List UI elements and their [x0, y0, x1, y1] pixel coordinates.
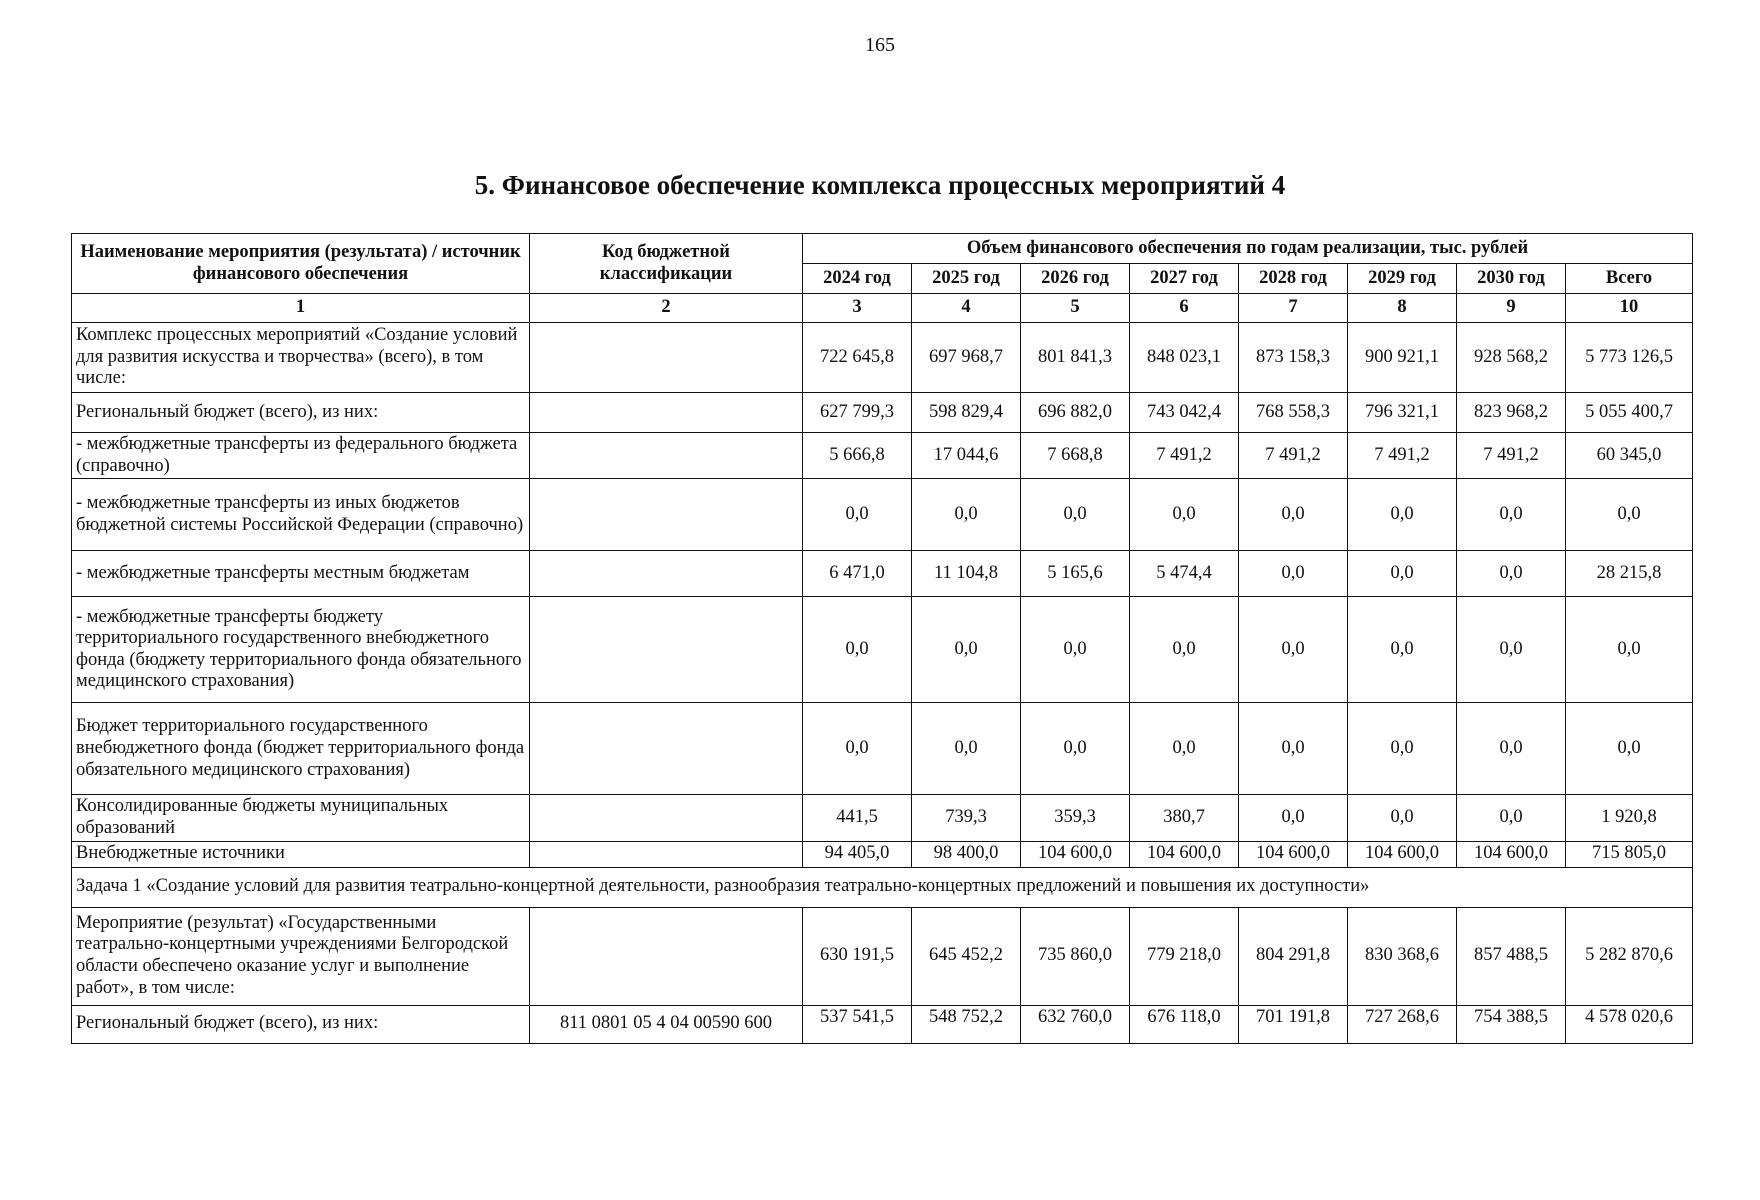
row-value: 928 568,2	[1457, 323, 1566, 393]
row-value: 0,0	[1348, 479, 1457, 551]
row-value: 754 388,5	[1457, 1005, 1566, 1043]
row-value: 0,0	[803, 479, 912, 551]
column-number: 8	[1348, 294, 1457, 323]
row-value: 0,0	[1457, 551, 1566, 597]
row-total: 5 282 870,6	[1566, 907, 1693, 1005]
table-row	[72, 323, 1693, 393]
row-total: 0,0	[1566, 597, 1693, 703]
row-value: 796 321,1	[1348, 393, 1457, 433]
row-value: 441,5	[803, 795, 912, 841]
row-value: 7 491,2	[1457, 433, 1566, 479]
row-total: 0,0	[1566, 703, 1693, 795]
table-row	[72, 1005, 1693, 1043]
row-value: 900 921,1	[1348, 323, 1457, 393]
table-row	[72, 597, 1693, 703]
header-year: 2024 год	[803, 264, 912, 294]
row-value: 359,3	[1021, 795, 1130, 841]
row-name: Внебюджетные источники	[72, 841, 530, 867]
column-number: 1	[72, 294, 530, 323]
row-value: 104 600,0	[1130, 841, 1239, 867]
header-year: 2025 год	[912, 264, 1021, 294]
row-value: 0,0	[803, 597, 912, 703]
row-value: 0,0	[1130, 479, 1239, 551]
row-value: 5 666,8	[803, 433, 912, 479]
column-number: 9	[1457, 294, 1566, 323]
row-name: Консолидированные бюджеты муниципальных образований	[72, 795, 530, 841]
row-value: 104 600,0	[1021, 841, 1130, 867]
row-name: Региональный бюджет (всего), из них:	[72, 393, 530, 433]
row-value: 0,0	[1130, 597, 1239, 703]
row-code: 811 0801 05 4 04 00590 600	[530, 1005, 803, 1043]
row-value: 0,0	[1457, 479, 1566, 551]
table-row	[72, 841, 1693, 867]
row-value: 727 268,6	[1348, 1005, 1457, 1043]
row-value: 0,0	[1130, 703, 1239, 795]
row-name: - межбюджетные трансферты местным бюджетам	[72, 551, 530, 597]
header-volume: Объем финансового обеспечения по годам реализации, тыс. рублей	[803, 234, 1693, 264]
row-value: 743 042,4	[1130, 393, 1239, 433]
row-value: 632 760,0	[1021, 1005, 1130, 1043]
row-value: 848 023,1	[1130, 323, 1239, 393]
row-value: 17 044,6	[912, 433, 1021, 479]
row-value: 0,0	[1457, 597, 1566, 703]
row-name: Региональный бюджет (всего), из них:	[72, 1005, 530, 1043]
row-value: 548 752,2	[912, 1005, 1021, 1043]
header-code: Код бюджетной классификации	[530, 234, 803, 294]
row-value: 0,0	[1239, 551, 1348, 597]
row-value: 0,0	[1239, 795, 1348, 841]
row-value: 104 600,0	[1239, 841, 1348, 867]
row-value: 0,0	[1021, 597, 1130, 703]
page-number: 165	[865, 34, 895, 56]
financing-table	[71, 233, 1693, 1044]
row-name: - межбюджетные трансферты из иных бюджетов бюджетной системы Российской Федерации (справочно)	[72, 479, 530, 551]
row-code	[530, 433, 803, 479]
row-value: 0,0	[1239, 597, 1348, 703]
row-value: 0,0	[912, 597, 1021, 703]
row-value: 0,0	[1021, 479, 1130, 551]
row-value: 537 541,5	[803, 1005, 912, 1043]
row-value: 7 491,2	[1239, 433, 1348, 479]
table-row	[72, 393, 1693, 433]
task-row	[72, 867, 1693, 907]
header-total: Всего	[1566, 264, 1693, 294]
row-total: 5 773 126,5	[1566, 323, 1693, 393]
row-value: 830 368,6	[1348, 907, 1457, 1005]
page-title: 5. Финансовое обеспечение комплекса процессных мероприятий 4	[474, 170, 1286, 200]
row-value: 627 799,3	[803, 393, 912, 433]
column-number: 6	[1130, 294, 1239, 323]
row-name: - межбюджетные трансферты из федерального бюджета (справочно)	[72, 433, 530, 479]
header-year: 2029 год	[1348, 264, 1457, 294]
row-code	[530, 551, 803, 597]
row-value: 5 165,6	[1021, 551, 1130, 597]
table-row	[72, 907, 1693, 1005]
column-number: 5	[1021, 294, 1130, 323]
row-value: 722 645,8	[803, 323, 912, 393]
column-number-row	[72, 294, 1693, 323]
column-number: 10	[1566, 294, 1693, 323]
row-name: - межбюджетные трансферты бюджету территориального государственного внебюджетного фонда (бюджету территориального фонда обязательного медицинского страхования)	[72, 597, 530, 703]
row-name: Комплекс процессных мероприятий «Создание условий для развития искусства и творчества» (всего), в том числе:	[72, 323, 530, 393]
row-code	[530, 703, 803, 795]
row-code	[530, 597, 803, 703]
row-value: 857 488,5	[1457, 907, 1566, 1005]
row-value: 0,0	[1348, 597, 1457, 703]
row-value: 630 191,5	[803, 907, 912, 1005]
row-value: 0,0	[1348, 703, 1457, 795]
row-name: Бюджет территориального государственного внебюджетного фонда (бюджет территориального фонда обязательного медицинского страхования)	[72, 703, 530, 795]
row-code	[530, 479, 803, 551]
row-value: 6 471,0	[803, 551, 912, 597]
row-value: 7 668,8	[1021, 433, 1130, 479]
task-title: Задача 1 «Создание условий для развития театрально-концертной деятельности, разнообразия театрально-концертных предложений и повышения их доступности»	[72, 867, 1693, 907]
row-total: 715 805,0	[1566, 841, 1693, 867]
row-value: 11 104,8	[912, 551, 1021, 597]
row-value: 873 158,3	[1239, 323, 1348, 393]
row-value: 0,0	[1348, 551, 1457, 597]
row-value: 104 600,0	[1457, 841, 1566, 867]
row-total: 28 215,8	[1566, 551, 1693, 597]
header-name: Наименование мероприятия (результата) / источник финансового обеспечения	[72, 234, 530, 294]
table-body	[72, 294, 1693, 1044]
row-value: 779 218,0	[1130, 907, 1239, 1005]
row-value: 645 452,2	[912, 907, 1021, 1005]
row-total: 1 920,8	[1566, 795, 1693, 841]
row-value: 823 968,2	[1457, 393, 1566, 433]
row-value: 696 882,0	[1021, 393, 1130, 433]
row-value: 0,0	[912, 479, 1021, 551]
row-value: 0,0	[1021, 703, 1130, 795]
row-value: 0,0	[1457, 703, 1566, 795]
row-value: 94 405,0	[803, 841, 912, 867]
row-value: 0,0	[803, 703, 912, 795]
row-code	[530, 841, 803, 867]
table-row	[72, 795, 1693, 841]
row-value: 768 558,3	[1239, 393, 1348, 433]
row-total: 5 055 400,7	[1566, 393, 1693, 433]
row-total: 4 578 020,6	[1566, 1005, 1693, 1043]
row-value: 739,3	[912, 795, 1021, 841]
row-code	[530, 795, 803, 841]
row-value: 598 829,4	[912, 393, 1021, 433]
row-value: 0,0	[1239, 703, 1348, 795]
row-value: 701 191,8	[1239, 1005, 1348, 1043]
table-row	[72, 433, 1693, 479]
row-total: 60 345,0	[1566, 433, 1693, 479]
header-year: 2026 год	[1021, 264, 1130, 294]
row-total: 0,0	[1566, 479, 1693, 551]
header-year: 2027 год	[1130, 264, 1239, 294]
row-value: 735 860,0	[1021, 907, 1130, 1005]
row-value: 801 841,3	[1021, 323, 1130, 393]
column-number: 7	[1239, 294, 1348, 323]
row-value: 5 474,4	[1130, 551, 1239, 597]
row-name: Мероприятие (результат) «Государственными театрально-концертными учреждениями Белгородской области обеспечено оказание услуг и выполнение работ», в том числе:	[72, 907, 530, 1005]
column-number: 3	[803, 294, 912, 323]
row-value: 0,0	[1239, 479, 1348, 551]
row-value: 7 491,2	[1130, 433, 1239, 479]
row-value: 804 291,8	[1239, 907, 1348, 1005]
column-number: 2	[530, 294, 803, 323]
row-value: 104 600,0	[1348, 841, 1457, 867]
row-value: 0,0	[1457, 795, 1566, 841]
header-year: 2028 год	[1239, 264, 1348, 294]
row-code	[530, 907, 803, 1005]
column-number: 4	[912, 294, 1021, 323]
table-row	[72, 703, 1693, 795]
row-code	[530, 323, 803, 393]
row-value: 7 491,2	[1348, 433, 1457, 479]
table-header	[72, 234, 1693, 294]
row-value: 0,0	[1348, 795, 1457, 841]
row-value: 676 118,0	[1130, 1005, 1239, 1043]
table-row	[72, 479, 1693, 551]
table-row	[72, 551, 1693, 597]
row-value: 697 968,7	[912, 323, 1021, 393]
row-value: 380,7	[1130, 795, 1239, 841]
row-value: 0,0	[912, 703, 1021, 795]
row-value: 98 400,0	[912, 841, 1021, 867]
header-year: 2030 год	[1457, 264, 1566, 294]
row-code	[530, 393, 803, 433]
